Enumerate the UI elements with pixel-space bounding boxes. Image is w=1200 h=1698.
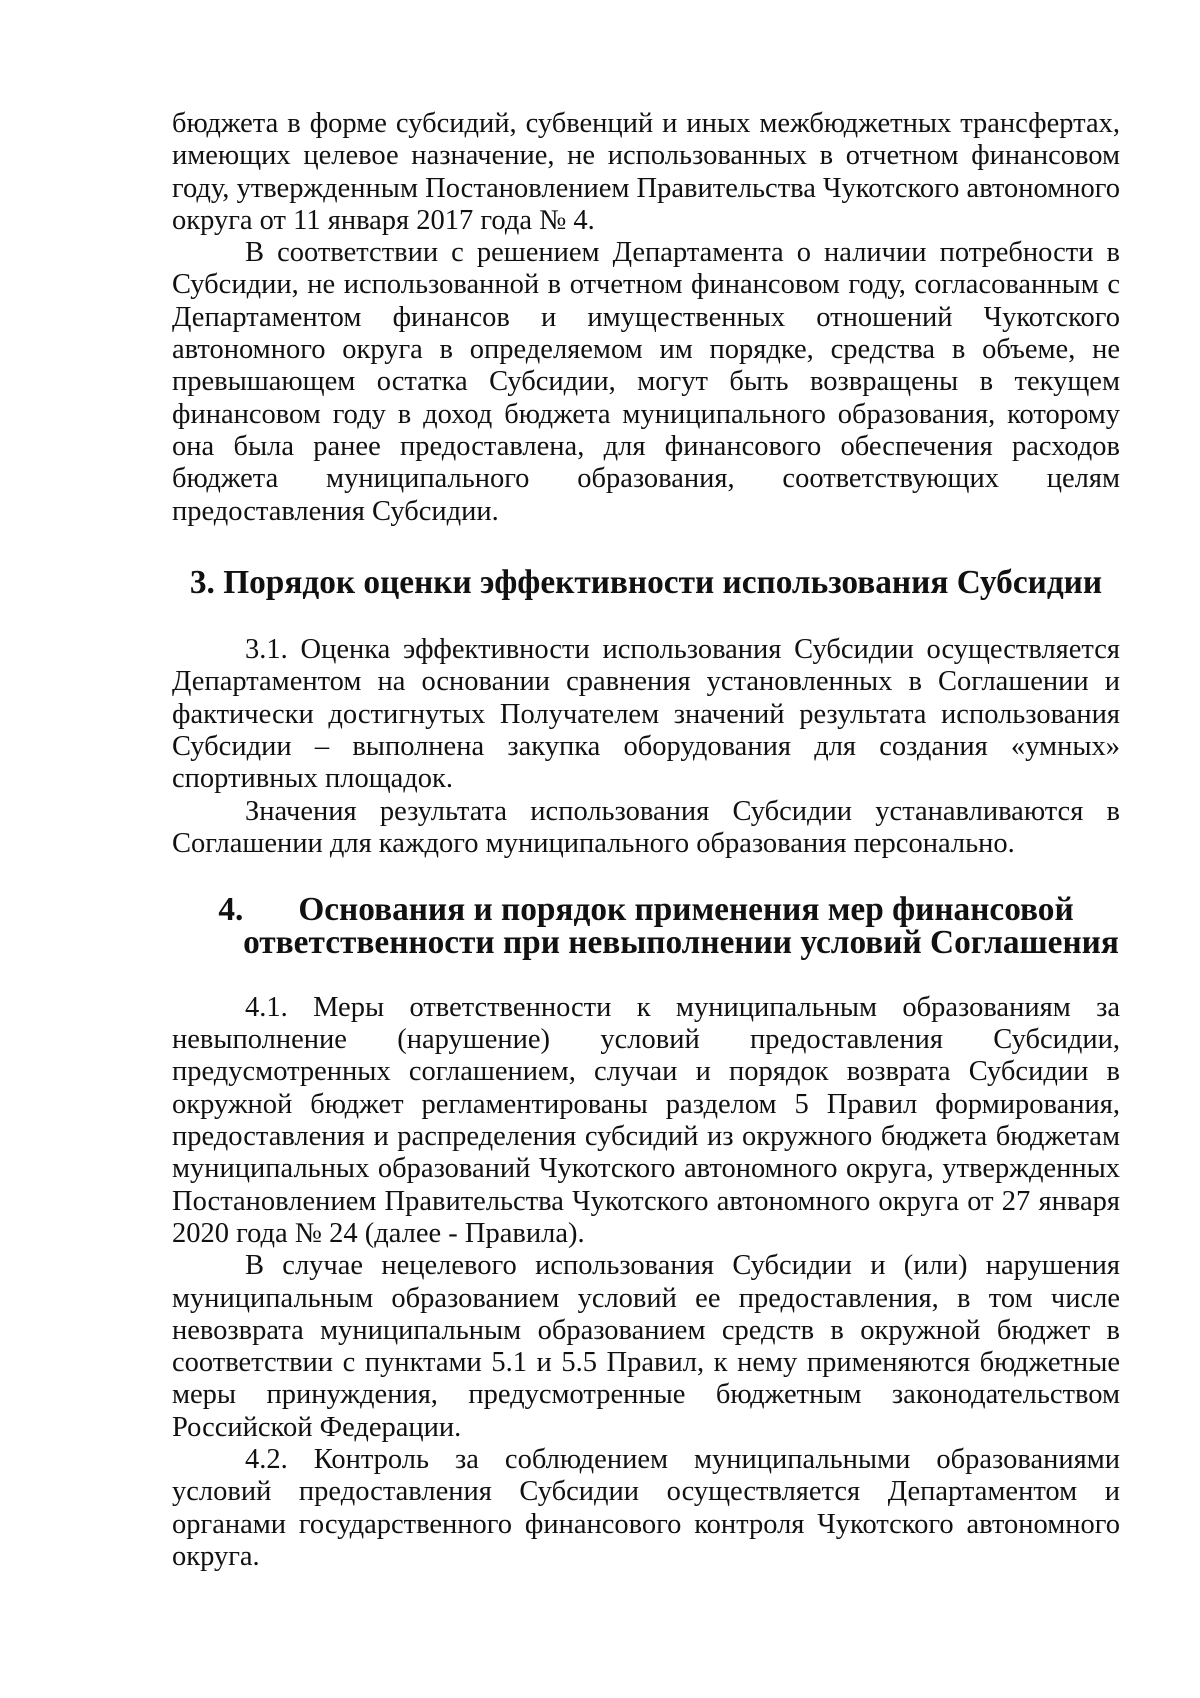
paragraph-subsidy-return: В соответствии с решением Департамента о наличии потребности в Субсидии, не использованной в отчетном финансовом году, согласованным с Департаментом финансов и имущественных отношений Чукотского автономного округа в определяемом им порядке, средства в объеме, не превышающем остатка Субсидии, могут быть возвращены в текущем финансовом году в доход бюджета муниципального образования, которому она была ранее предоставлена, для финансового обеспечения расходов бюджета муниципального образования, соответствующих целям предоставления Субсидии. bbox=[172, 237, 1120, 527]
section-4-title-part2: ответственности при невыполнении условий Соглашения bbox=[243, 923, 1119, 961]
section-3-heading: 3. Порядок оценки эффективности использования Субсидии bbox=[189, 563, 1103, 601]
paragraph-4-2: 4.2. Контроль за соблюдением муниципальными образованиями условий предоставления Субсидии осуществляется Департаментом и органами государственного финансового контроля Чукотского автономного округа. bbox=[172, 1443, 1120, 1572]
section-4-heading-line1 bbox=[172, 891, 1120, 929]
section-4-title-part1: Основания и порядок применения мер финансовой bbox=[298, 891, 1074, 929]
paragraph-3-1-values: Значения результата использования Субсидии устанавливаются в Соглашении для каждого муниципального образования персонально. bbox=[172, 795, 1120, 859]
paragraph-4-1-enforcement: В случае нецелевого использования Субсидии и (или) нарушения муниципальным образованием условий ее предоставления, в том числе невозврата муниципальным образованием средств в окружной бюджет в соответствии с пунктами 5.1 и 5.5 Правил, к нему применяются бюджетные меры принуждения, предусмотренные бюджетным законодательством Российской Федерации. bbox=[172, 1250, 1120, 1443]
section-4-number: 4. bbox=[218, 891, 244, 929]
section-4-heading bbox=[172, 891, 1120, 961]
document-page bbox=[172, 108, 1120, 1573]
paragraph-3-1: 3.1. Оценка эффективности использования Субсидии осуществляется Департаментом на основании сравнения установленных в Соглашении и фактически достигнутых Получателем значений результата использования Субсидии – выполнена закупка оборудования для создания «умных» спортивных площадок. bbox=[172, 634, 1120, 795]
paragraph-continuation: бюджета в форме субсидий, субвенций и иных межбюджетных трансфертах, имеющих целевое назначение, не использованных в отчетном финансовом году, утвержденным Постановлением Правительства Чукотского автономного округа от 11 января 2017 года № 4. bbox=[172, 108, 1120, 236]
paragraph-4-1: 4.1. Меры ответственности к муниципальным образованиям за невыполнение (нарушение) условий предоставления Субсидии, предусмотренных соглашением, случаи и порядок возврата Субсидии в окружной бюджет регламентированы разделом 5 Правил формирования, предоставления и распределения субсидий из окружного бюджета бюджетам муниципальных образований Чукотского автономного округа, утвержденных Постановлением Правительства Чукотского автономного округа от 27 января 2020 года № 24 (далее - Правила). bbox=[172, 991, 1120, 1249]
